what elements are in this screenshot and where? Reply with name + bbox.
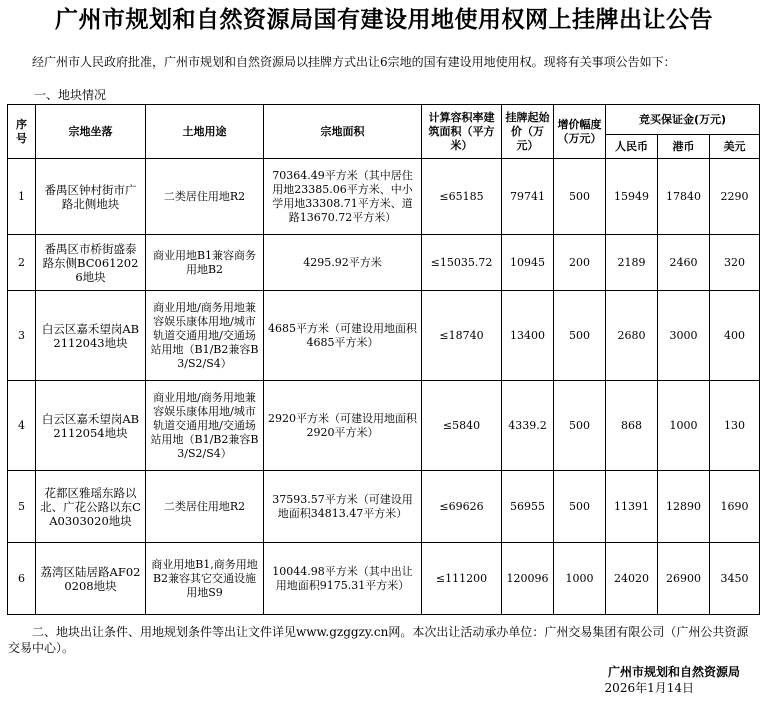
cell-start-price: 120096 xyxy=(502,543,554,615)
cell-hkd: 1000 xyxy=(658,381,710,471)
cell-usage: 二类居住用地R2 xyxy=(146,159,264,235)
issuing-organization: 广州市规划和自然资源局 xyxy=(607,665,740,679)
header-hkd: 港币 xyxy=(658,135,710,159)
cell-usd: 320 xyxy=(710,235,760,291)
footer-paragraph: 二、地块出让条件、用地规划条件等出让文件详见www.gzggzy.cn网。本次出让活动承办单位：广州交易集团有限公司（广州公共资源交易中心）。 xyxy=(8,625,749,655)
cell-start-price: 79741 xyxy=(502,159,554,235)
cell-increment: 200 xyxy=(554,235,606,291)
cell-location: 白云区嘉禾望岗AB2112043地块 xyxy=(36,291,146,381)
cell-increment: 500 xyxy=(554,159,606,235)
announcement-title: 广州市规划和自然资源局国有建设用地使用权网上挂牌出让公告 xyxy=(55,7,713,33)
cell-index: 3 xyxy=(8,291,36,381)
section-heading: 一、地块情况 xyxy=(34,88,107,102)
cell-location: 番禺区钟村街市广路北侧地块 xyxy=(36,159,146,235)
cell-usage: 商业用地/商务用地兼容娱乐康体用地/城市轨道交通用地/交通场站用地（B1/B2兼容B3/S2/S4） xyxy=(146,291,264,381)
cell-start-price: 56955 xyxy=(502,471,554,543)
header-location: 宗地坐落 xyxy=(36,105,146,159)
cell-start-price: 4339.2 xyxy=(502,381,554,471)
cell-far: ≤69626 xyxy=(422,471,502,543)
header-rmb: 人民币 xyxy=(606,135,658,159)
cell-start-price: 10945 xyxy=(502,235,554,291)
header-area: 宗地面积 xyxy=(264,105,422,159)
cell-hkd: 26900 xyxy=(658,543,710,615)
land-parcel-table xyxy=(7,104,760,615)
cell-usd: 1690 xyxy=(710,471,760,543)
cell-usd: 3450 xyxy=(710,543,760,615)
cell-area: 10044.98平方米（其中出让用地面积9175.31平方米） xyxy=(264,543,422,615)
cell-hkd: 2460 xyxy=(658,235,710,291)
cell-rmb: 15949 xyxy=(606,159,658,235)
cell-area: 4685平方米（可建设用地面积4685平方米） xyxy=(264,291,422,381)
cell-far: ≤15035.72 xyxy=(422,235,502,291)
cell-usage: 商业用地B1兼容商务用地B2 xyxy=(146,235,264,291)
table-header-row xyxy=(8,105,760,135)
cell-increment: 500 xyxy=(554,291,606,381)
header-start-price: 挂牌起始价（万元） xyxy=(502,105,554,159)
intro-paragraph: 经广州市人民政府批准，广州市规划和自然资源局以挂牌方式出让6宗地的国有建设用地使用权。现将有关事项公告如下： xyxy=(32,55,676,69)
table-row xyxy=(8,471,760,543)
cell-usd: 400 xyxy=(710,291,760,381)
cell-rmb: 2189 xyxy=(606,235,658,291)
cell-far: ≤18740 xyxy=(422,291,502,381)
cell-index: 2 xyxy=(8,235,36,291)
header-deposit: 竞买保证金(万元) xyxy=(606,105,760,135)
cell-location: 花都区雅瑶东路以北、广花公路以东CA0303020地块 xyxy=(36,471,146,543)
cell-increment: 500 xyxy=(554,381,606,471)
cell-increment: 500 xyxy=(554,471,606,543)
table-row xyxy=(8,543,760,615)
cell-far: ≤65185 xyxy=(422,159,502,235)
cell-index: 5 xyxy=(8,471,36,543)
cell-hkd: 17840 xyxy=(658,159,710,235)
cell-index: 1 xyxy=(8,159,36,235)
cell-rmb: 2680 xyxy=(606,291,658,381)
table-row xyxy=(8,235,760,291)
table-row xyxy=(8,291,760,381)
cell-area: 4295.92平方米 xyxy=(264,235,422,291)
cell-hkd: 3000 xyxy=(658,291,710,381)
cell-usage: 商业用地/商务用地兼容娱乐康体用地/城市轨道交通用地/交通场站用地（B1/B2兼容B3/S2/S4） xyxy=(146,381,264,471)
header-usage: 土地用途 xyxy=(146,105,264,159)
cell-area: 2920平方米（可建设用地面积2920平方米） xyxy=(264,381,422,471)
issue-date: 2026年1月14日 xyxy=(604,681,694,695)
header-index: 序号 xyxy=(8,105,36,159)
table-row xyxy=(8,159,760,235)
cell-location: 荔湾区陆居路AF020208地块 xyxy=(36,543,146,615)
cell-far: ≤111200 xyxy=(422,543,502,615)
cell-rmb: 868 xyxy=(606,381,658,471)
cell-rmb: 11391 xyxy=(606,471,658,543)
cell-hkd: 12890 xyxy=(658,471,710,543)
cell-usage: 二类居住用地R2 xyxy=(146,471,264,543)
cell-start-price: 13400 xyxy=(502,291,554,381)
table-row xyxy=(8,381,760,471)
cell-location: 白云区嘉禾望岗AB2112054地块 xyxy=(36,381,146,471)
cell-area: 37593.57平方米（可建设用地面积34813.47平方米） xyxy=(264,471,422,543)
cell-index: 4 xyxy=(8,381,36,471)
cell-far: ≤5840 xyxy=(422,381,502,471)
cell-usage: 商业用地B1,商务用地B2兼容其它交通设施用地S9 xyxy=(146,543,264,615)
header-far: 计算容积率建筑面积（平方米） xyxy=(422,105,502,159)
cell-usd: 2290 xyxy=(710,159,760,235)
cell-location: 番禺区市桥街盛泰路东侧BC0612026地块 xyxy=(36,235,146,291)
cell-usd: 130 xyxy=(710,381,760,471)
header-increment: 增价幅度（万元） xyxy=(554,105,606,159)
cell-rmb: 24020 xyxy=(606,543,658,615)
header-usd: 美元 xyxy=(710,135,760,159)
cell-index: 6 xyxy=(8,543,36,615)
cell-increment: 1000 xyxy=(554,543,606,615)
cell-area: 70364.49平方米（其中居住用地23385.06平方米、中小学用地33308.71平方米、道路13670.72平方米） xyxy=(264,159,422,235)
